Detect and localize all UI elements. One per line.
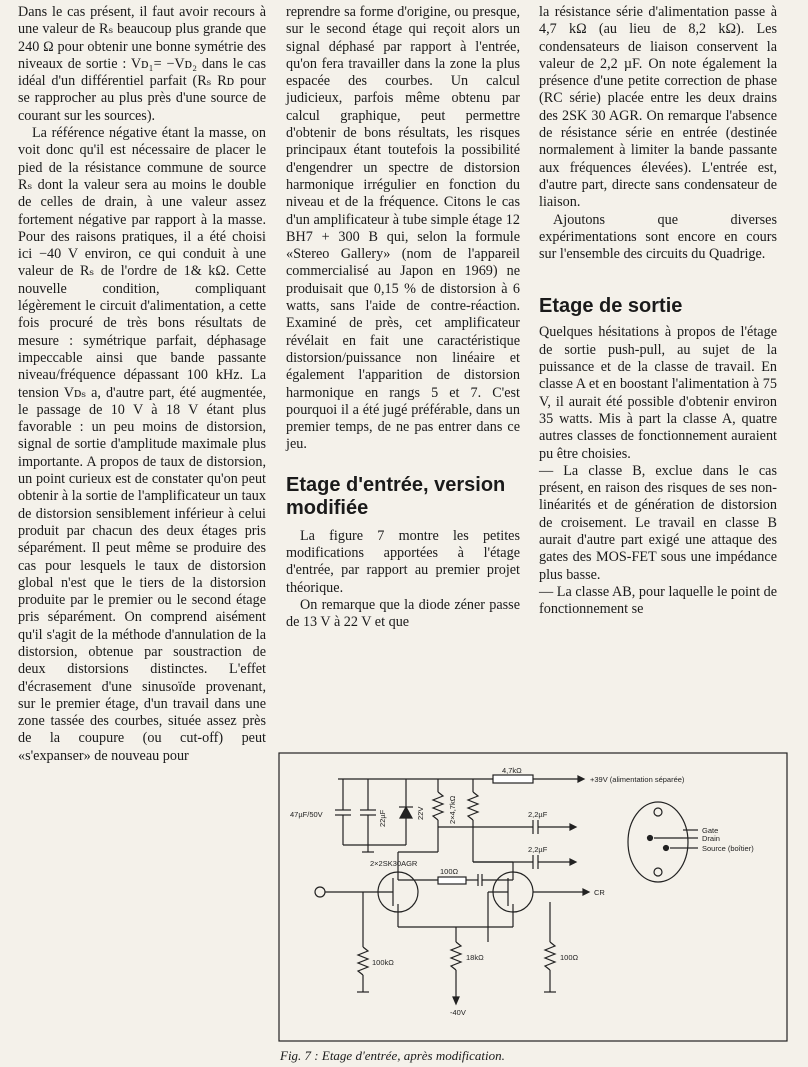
supply-resistor (493, 775, 533, 783)
label-coupling-cap-1: 2,2µF (528, 810, 548, 819)
label-transistor: 2×2SK30AGR (370, 859, 418, 868)
label-neg-supply: -40V (450, 1008, 466, 1017)
source-resistor (451, 942, 461, 970)
drain-resistor-2 (468, 792, 478, 820)
section-heading-etage-entree: Etage d'entrée, version modifiée (286, 473, 506, 519)
circuit-diagram (278, 752, 788, 1042)
label-pin-drain: Drain (702, 834, 720, 843)
section-heading-etage-sortie: Etage de sortie (539, 295, 683, 318)
drain-resistor-1 (433, 792, 443, 820)
figure-caption: Fig. 7 : Etage d'entrée, après modification. (280, 1048, 505, 1063)
label-cap-big: 47µF/50V (290, 810, 323, 819)
to3-package-outline (628, 802, 688, 882)
paragraph: On remarque que la diode zéner passe de 13 V à 22 V et que (286, 596, 520, 631)
label-coupling-cap-2: 2,2µF (528, 845, 548, 854)
label-supply-note: +39V (alimentation séparée) (590, 775, 685, 784)
label-cap-small: 22µF (378, 809, 387, 827)
label-gate-resistor: 100kΩ (372, 958, 394, 967)
supply-arrow (578, 776, 584, 782)
label-drain-resistors: 2×4,7kΩ (448, 795, 457, 824)
label-output: CR (594, 888, 605, 897)
gate-resistor (358, 947, 368, 975)
input-terminal (315, 887, 325, 897)
paragraph: — La classe AB, pour laquelle le point de fonctionnement se (539, 583, 777, 618)
label-pin-gate: Gate (702, 826, 719, 835)
paragraph: — La classe B, exclue dans le cas présent, en raison des risques de ses non-linéarités et de génération de distorsion de croisement. Le travail en classe B aurait d'autre part exigé une attaque des gates des MOS-FET sous une impédance plus basse. (539, 462, 777, 583)
text-column-2 (286, 4, 520, 632)
figure-frame (279, 753, 787, 1041)
paragraph: La figure 7 montre les petites modifications apportées à l'étage d'entrée, par rapport au premier projet théorique. (286, 527, 520, 596)
paragraph: Ajoutons que diverses expérimentations sont encore en cours sur l'ensemble des circuits du Quadrige. (539, 211, 777, 263)
text-column-1 (18, 4, 266, 765)
paragraph: la résistance série d'alimentation passe à 4,7 kΩ (au lieu de 8,2 kΩ). Les condensateurs de liaison conservent la valeur de 2,2 µF. On note également la présence d'une petite correction de phase (RC série) placée entre les deux drains des 2SK 30 AGR. On remarque l'absence de résistance série en entrée (destinée normalement à limiter la bande passante aux fréquences élevées). L'entrée est, d'autre part, directe sans condensateur de liaison. (539, 4, 777, 211)
label-source-resistor: 18kΩ (466, 953, 484, 962)
label-zener: 22V (416, 806, 425, 820)
label-output-resistor: 100Ω (560, 953, 579, 962)
paragraph: La référence négative étant la masse, on voit donc qu'il est nécessaire de placer le pied de la résistance commune de source Rₛ dont la valeur sera au moins le double de celles de drain, à une valeur assez fortement négative par rapport à la masse. Pour des raisons pratiques, il a été choisi ici −40 V environ, ce qui conduit à une valeur de Rₛ de l'ordre de 1& kΩ. Cette nouvelle condition, compliquant légèrement le circuit d'alimentation, a cette fois procuré de très bons résultats de mesure : symétrique parfait, déphasage impeccable ainsi que bande passante niveau/fréquence dépassant 100 kHz. La tension Vᴅₛ a, d'autre part, été augmentée, le passage de 10 V à 18 V étant plus favorable : un peu moins de distorsion, signal de sortie d'amplitude maximale plus importante. A propos de taux de distorsion, un point curieux est de constater qu'on peut obtenir à la sortie de l'amplificateur un taux de distorsion sensiblement inférieur à celui produit par chacun des deux étages pris séparément. Il peut même se produire des cas pour lesquels le taux de distorsion global n'est que le tiers de la distorsion produite par le premier ou le second étage pris séparément. On comprend aisément qu'il s'agit de la méthode d'annulation de la distorsion, obtenue par soustraction de deux distorsions distinctes. L'effet d'écrasement d'une sinusoïde provenant, sur le premier étage, d'un travail dans une zone tassée des courbes, située assez près de la coupure (ou cut-off) peut «s'expanser» de nouveau pour (18, 125, 266, 764)
label-pin-source: Source (boîtier) (702, 844, 754, 853)
paragraph: Dans le cas présent, il faut avoir recours à une valeur de Rₛ beaucoup plus grande que 240 Ω pour obtenir une bonne symétrie des niveaux de sortie : Vᴅ₁= −Vᴅ₂ dans le cas idéal d'un différentiel parfait (Rₛ Rᴅ pour se rapprocher au plus près d'une source de courant sur les sources). (18, 4, 266, 124)
circuit-schematic-figure (278, 752, 788, 1042)
text-column-3 (539, 4, 777, 619)
rc-resistor (438, 877, 466, 884)
paragraph: reprendre sa forme d'origine, ou presque, sur le second étage qui reçoit alors un signal déphasé par rapport à l'entrée, qu'on fera travailler dans la zone la plus espacée des courbes. Un calcul judicieux, parfois même obtenu par calcul graphique, peut permettre d'obtenir de bons résultats, les risques principaux étant toutefois la possibilité d'engendrer un spectre de distorsion harmonique irrégulier en fonction du niveau et de la fréquence. Citons le cas d'un amplificateur à tube simple étage 12 BH7 + 300 B qui, selon la formule «Stereo Gallery» (nom de l'appareil commercialisé au Japon en 1969) ne produisait que 0,15 % de distorsion à 6 watts, sans l'aide de contre-réaction. Examiné de près, cet amplificateur révélait en fait une caractéristique distorsion/puissance non linéaire et également l'apparition de distorsion harmonique en rangs 5 et 7. C'est pourquoi il a été jugé préférable, dans un premier temps, de ne pas entrer dans ce jeu. (286, 4, 520, 453)
paragraph: Quelques hésitations à propos de l'étage de sortie push-pull, au sujet de la puissance et de la classe de travail. En classe A et en boostant l'alimentation à 75 V, il aurait été possible d'obtenir environ 35 watts. Mis à part la classe A, quatre autres classes de fonctionnement auraient pu être choisies. (539, 324, 777, 462)
label-supply-resistor: 4,7kΩ (502, 766, 522, 775)
output-resistor (545, 942, 555, 970)
label-rc-resistor: 100Ω (440, 867, 459, 876)
